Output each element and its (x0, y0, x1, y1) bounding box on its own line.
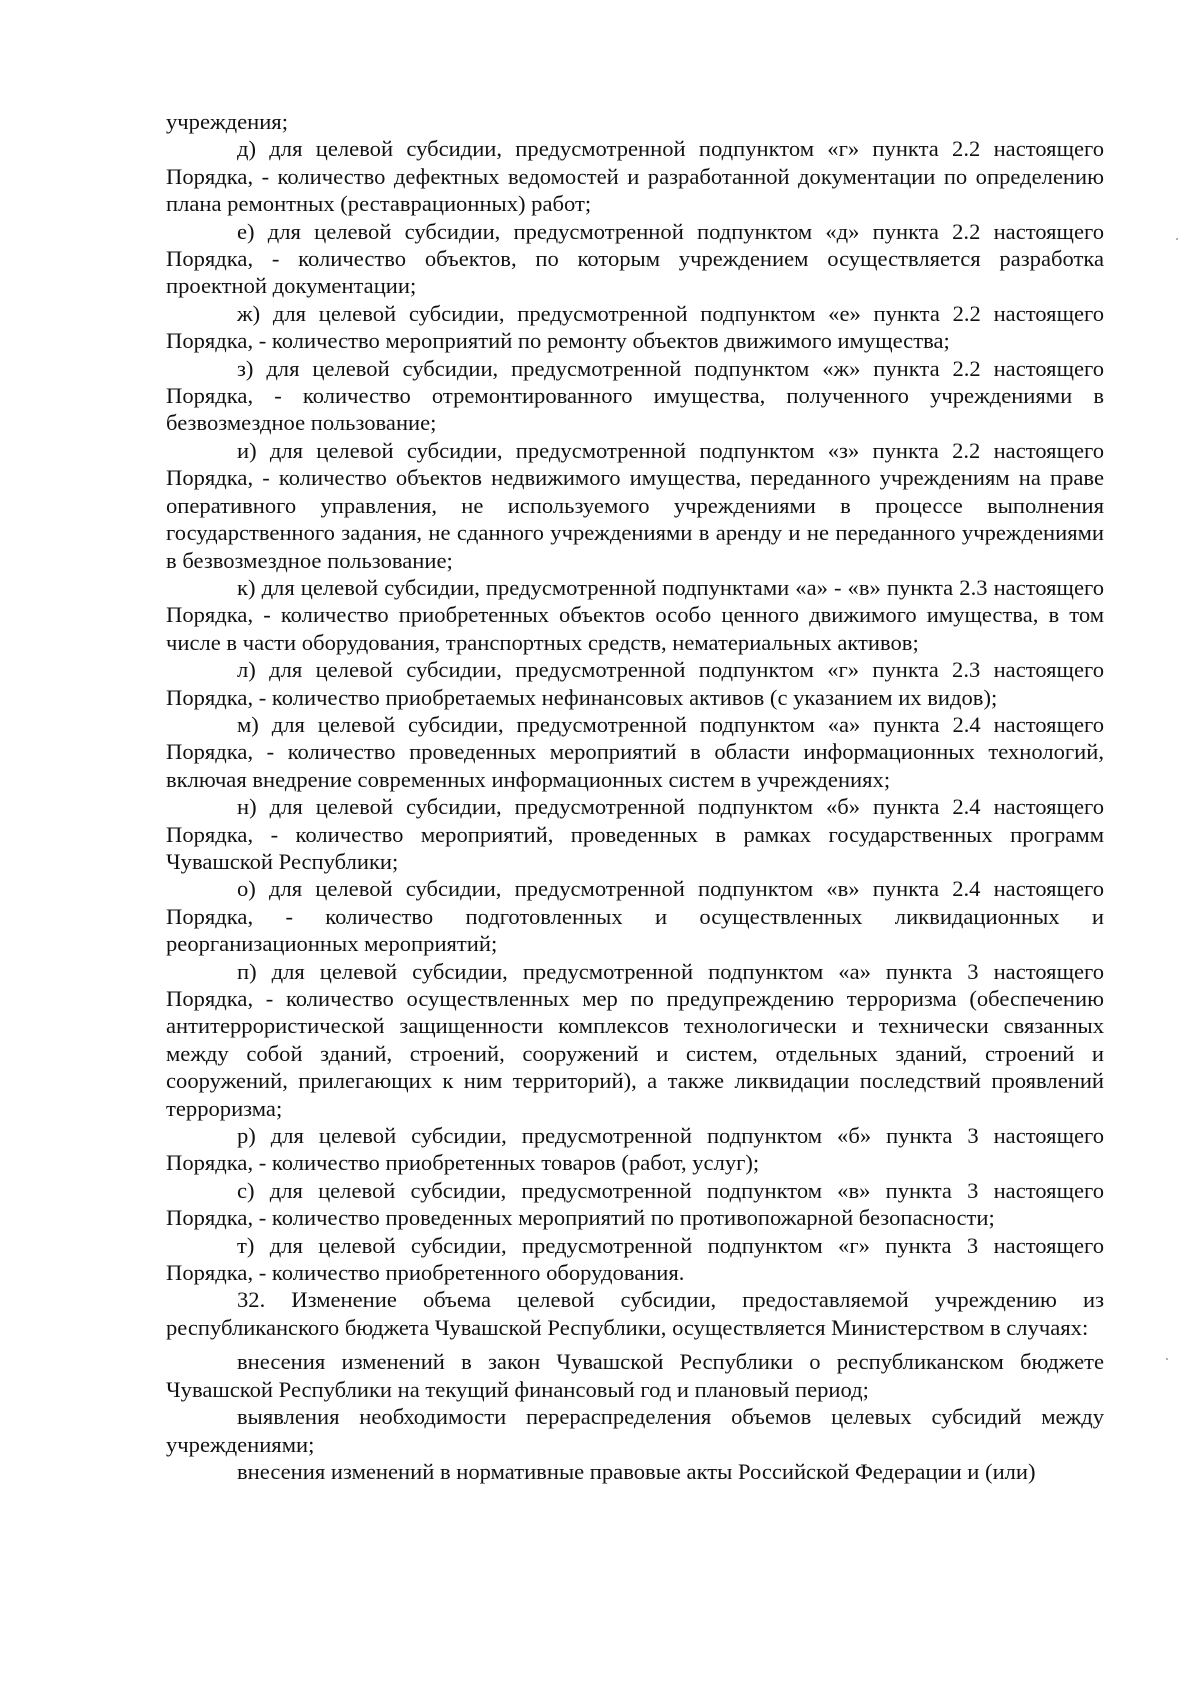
paragraph: к) для целевой субсидии, предусмотренной подпунктами «а» - «в» пункта 2.3 настоящего Порядка, - количество приобретенных объектов особо ценного движимого имущества, в том числе в части оборудования, транспортных средств, нематериальных активов; (166, 574, 1104, 655)
paragraph: л) для целевой субсидии, предусмотренной подпунктом «г» пункта 2.3 настоящего Порядка, - количество приобретаемых нефинансовых активов (с указанием их видов); (166, 657, 1104, 710)
paragraph: внесения изменений в нормативные правовые акты Российской Федерации и (или) (237, 1458, 1036, 1484)
paragraph: н) для целевой субсидии, предусмотренной подпунктом «б» пункта 2.4 настоящего Порядка, - количество мероприятий, проведенных в рамках государственных программ Чувашской Республики; (166, 794, 1104, 874)
paragraph: 32. Изменение объема целевой субсидии, предоставляемой учреждению из республиканского бюджета Чувашской Республики, осуществляется Министерством в случаях: (166, 1287, 1104, 1340)
paragraph: р) для целевой субсидии, предусмотренной подпунктом «б» пункта 3 настоящего Порядка, - количество приобретенных товаров (работ, услуг); (166, 1123, 1104, 1176)
paragraph: м) для целевой субсидии, предусмотренной подпунктом «а» пункта 2.4 настоящего Порядка, - количество проведенных мероприятий в области информационных технологий, включая внедрение современных информационных систем в учреждениях; (166, 711, 1104, 792)
paragraph: е) для целевой субсидии, предусмотренной подпунктом «д» пункта 2.2 настоящего Порядка, - количество объектов, по которым учреждением осуществляется разработка проектной документации; (166, 218, 1104, 299)
paragraph: п) для целевой субсидии, предусмотренной подпунктом «а» пункта 3 настоящего Порядка, - количество осуществленных мер по предупреждению терроризма (обеспечению антитеррористической защищенности комплексов технологически и технически связанных между собой зданий, строений, сооружений и систем, отдельных зданий, строений и сооружений, прилегающих к ним территорий), а также ликвидации последствий проявлений терроризма; (166, 958, 1104, 1121)
paragraph: и) для целевой субсидии, предусмотренной подпунктом «з» пункта 2.2 настоящего Порядка, - количество объектов недвижимого имущества, переданного учреждениям на праве оперативного управления, не используемого учреждениями в процессе выполнения государственного задания, не сданного учреждениями в аренду и не переданного учреждениями в безвозмездное пользование; (166, 437, 1104, 573)
paragraph: с) для целевой субсидии, предусмотренной подпунктом «в» пункта 3 настоящего Порядка, - количество проведенных мероприятий по противопожарной безопасности; (166, 1177, 1104, 1231)
paragraph: ж) для целевой субсидии, предусмотренной подпунктом «е» пункта 2.2 настоящего Порядка, - количество мероприятий по ремонту объектов движимого имущества; (166, 300, 1104, 354)
paragraph: з) для целевой субсидии, предусмотренной подпунктом «ж» пункта 2.2 настоящего Порядка, - количество отремонтированного имущества, полученного учреждениями в безвозмездное пользование; (166, 355, 1104, 436)
paragraph: о) для целевой субсидии, предусмотренной подпунктом «в» пункта 2.4 настоящего Порядка, - количество подготовленных и осуществленных ликвидационных и реорганизационных мероприятий; (166, 876, 1104, 957)
paragraph: учреждения; (166, 109, 288, 134)
document-body (166, 108, 1104, 1485)
paragraph: д) для целевой субсидии, предусмотренной подпунктом «г» пункта 2.2 настоящего Порядка, - количество дефектных ведомостей и разработанной документации по определению плана ремонтных (реставрационных) работ; (166, 136, 1104, 217)
paragraph: внесения изменений в закон Чувашской Республики о республиканском бюджете Чувашской Республики на текущий финансовый год и плановый период; (166, 1349, 1104, 1402)
scan-speck (1176, 238, 1178, 240)
paragraph: выявления необходимости перераспределения объемов целевых субсидий между учреждениями; (166, 1404, 1104, 1457)
scan-speck (1166, 1358, 1168, 1360)
paragraph: т) для целевой субсидии, предусмотренной подпунктом «г» пункта 3 настоящего Порядка, - количество приобретенного оборудования. (166, 1232, 1104, 1286)
